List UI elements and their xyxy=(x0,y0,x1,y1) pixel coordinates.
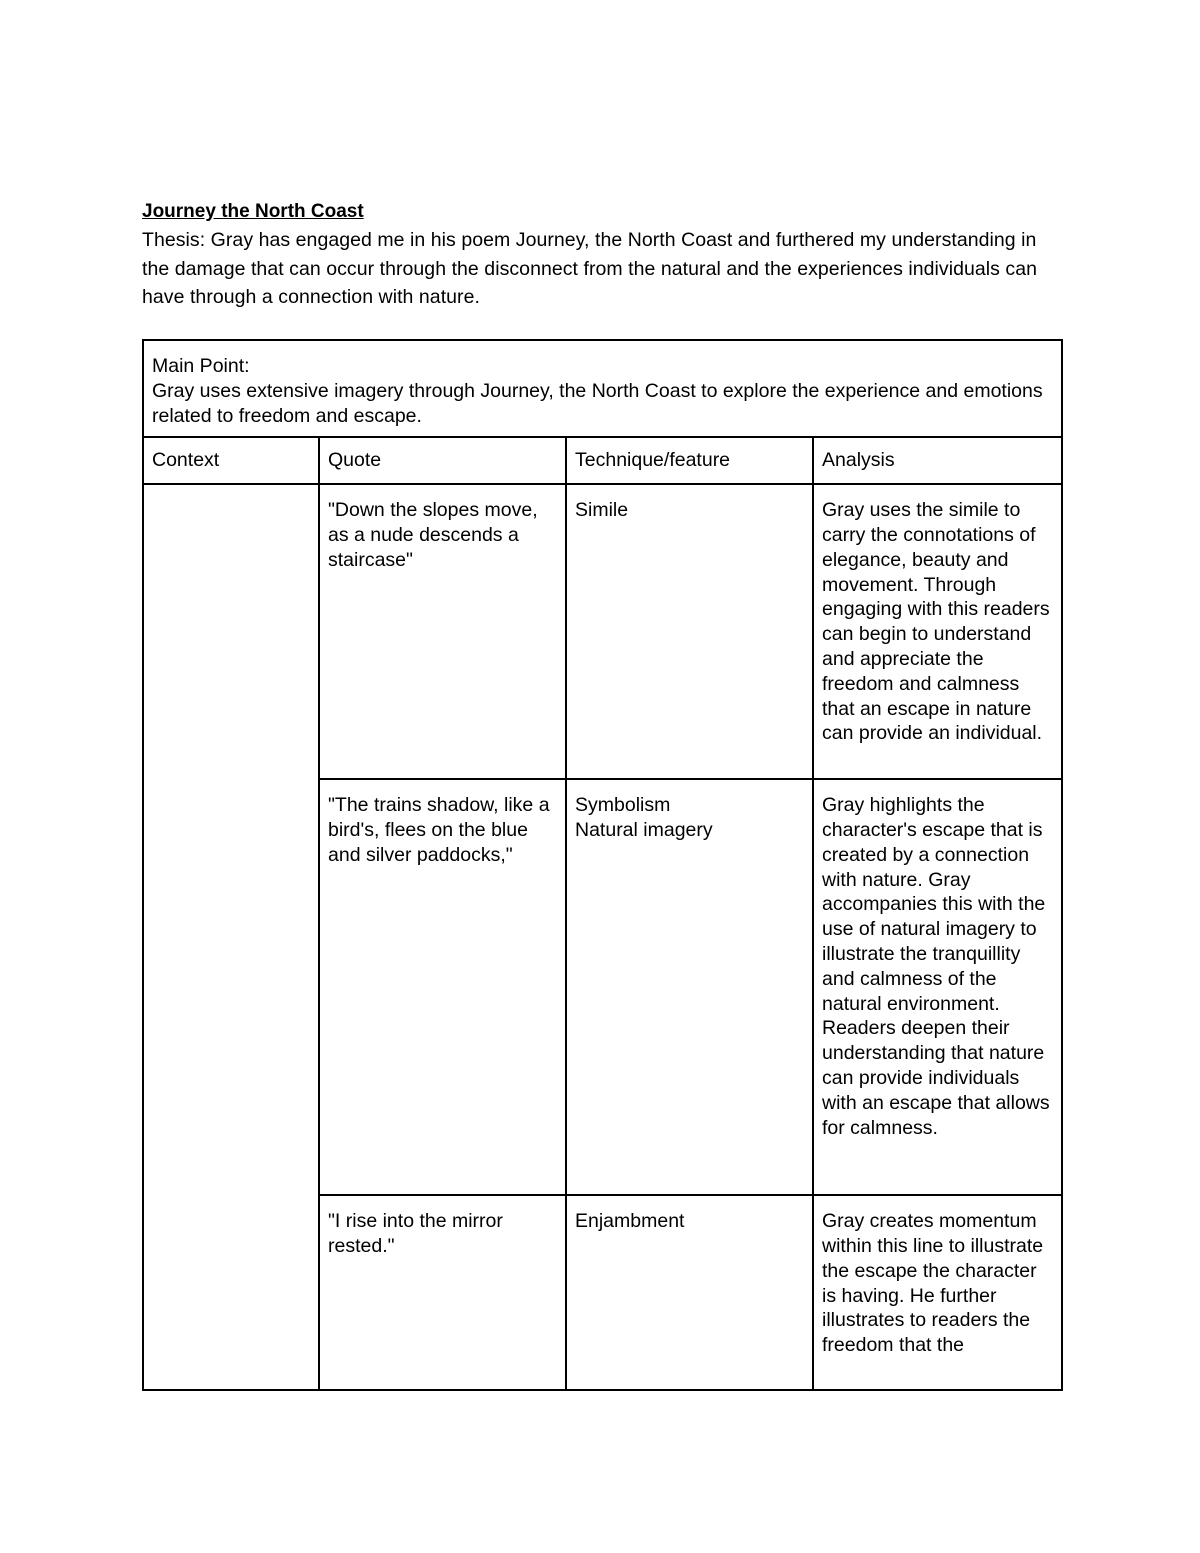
header-quote: Quote xyxy=(319,437,566,484)
table-row xyxy=(143,484,1062,779)
analysis-cell: Gray uses the simile to carry the connotations of elegance, beauty and movement. Through engaging with this readers can begin to understand and appreciate the freedom and calmness that an escape in nature can provide an individual. xyxy=(813,484,1062,779)
main-point-row xyxy=(143,340,1062,437)
document-title: Journey the North Coast xyxy=(142,201,364,222)
thesis-statement: Thesis: Gray has engaged me in his poem Journey, the North Coast and furthered my understanding in the damage that can occur through the disconnect from the natural and the experiences individuals can have through a connection with nature. xyxy=(142,229,1038,308)
document-page xyxy=(142,199,1061,312)
technique-cell: Symbolism Natural imagery xyxy=(566,779,813,1195)
quote-cell: "The trains shadow, like a bird's, flees on the blue and silver paddocks," xyxy=(319,779,566,1195)
main-point-text: Gray uses extensive imagery through Journey, the North Coast to explore the experience and emotions related to freedom and escape. xyxy=(152,379,1043,427)
main-point-cell xyxy=(143,340,1062,437)
header-context: Context xyxy=(143,437,319,484)
table-header-row xyxy=(143,437,1062,484)
header-technique: Technique/feature xyxy=(566,437,813,484)
header-analysis: Analysis xyxy=(813,437,1062,484)
analysis-cell: Gray highlights the character's escape that is created by a connection with nature. Gray accompanies this with the use of natural imagery to illustrate the tranquillity and calmness of the natural environment. Readers deepen their understanding that nature can provide individuals with an escape that allows for calmness. xyxy=(813,779,1062,1195)
quote-cell: "I rise into the mirror rested." xyxy=(319,1195,566,1390)
technique-cell: Enjambment xyxy=(566,1195,813,1390)
technique-cell: Simile xyxy=(566,484,813,779)
analysis-table xyxy=(142,339,1063,1391)
main-point-label: Main Point: xyxy=(152,355,250,377)
analysis-cell: Gray creates momentum within this line to illustrate the escape the character is having. He further illustrates to readers the freedom that the xyxy=(813,1195,1062,1390)
quote-cell: "Down the slopes move, as a nude descends a staircase" xyxy=(319,484,566,779)
context-cell xyxy=(143,484,319,1390)
